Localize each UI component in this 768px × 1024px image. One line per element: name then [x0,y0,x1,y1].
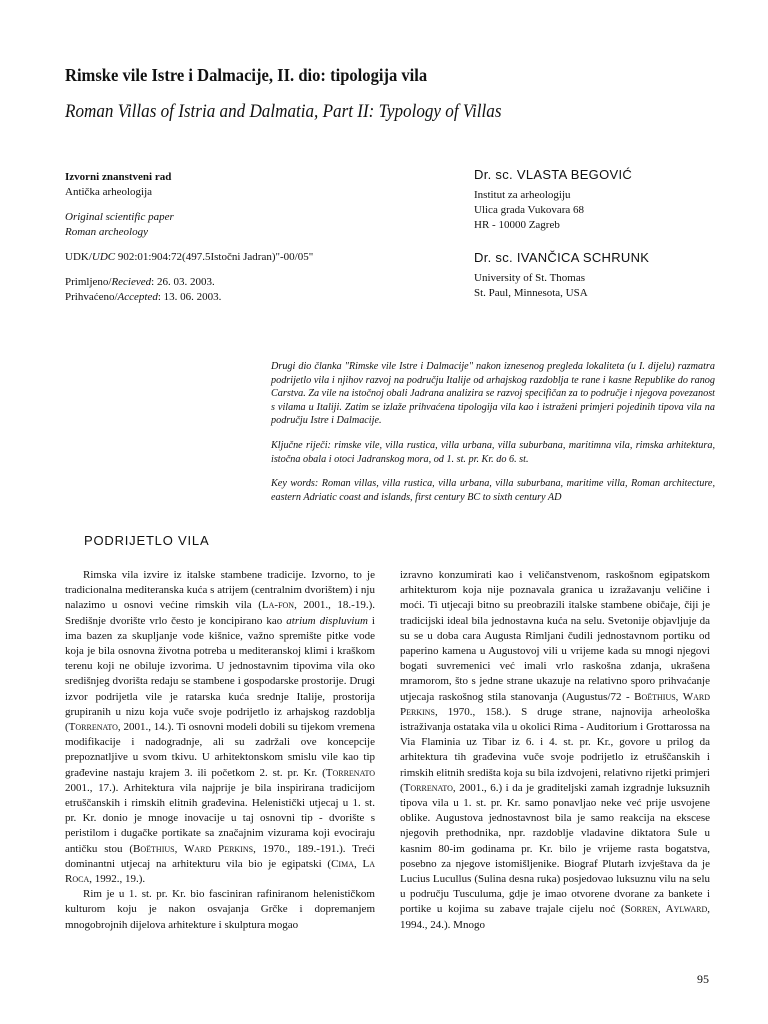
text-run: , 1992., 19.). [89,873,146,886]
udk-value: 902:01:904:72(497.5Istočni Jadran)"-00/05" [115,251,314,263]
keywords-croatian: Ključne riječi: rimske vile, villa rustica, villa urbana, villa suburbana, maritimna vila, rimska arhitektura, istočna obala i otoci Jadranskog mora, od 1. st. pr. Kr. do 6. st. [271,439,715,465]
author-block-2 [474,250,649,301]
author-block-1 [474,167,632,233]
udc-label: UDC [91,251,116,263]
author-address [474,271,649,301]
section-heading: PODRIJETLO VILA [84,533,210,548]
address-line: Ulica grada Vukovara 68 [474,204,585,216]
paper-title-english: Roman Villas of Istria and Dalmatia, Part II: Typology of Villas [65,101,502,122]
address-line: University of St. Thomas [474,272,586,284]
author-name: Dr. sc. IVANČICA SCHRUNK [474,250,650,265]
address-line: HR - 10000 Zagreb [474,219,560,231]
body-column-right [400,568,710,933]
latin-term: atrium displuvium [286,614,368,627]
paragraph: Rim je u 1. st. pr. Kr. bio fasciniran rafiniranom helenističkom kulturom koju je nakon osvajanja Grčke i dopremanjem mnogobrojnih dijelova arhitekture i skulptura mogao [65,888,375,931]
abstract [271,360,715,515]
accepted-line [65,290,313,305]
received-line [65,275,313,290]
received-date: : 26. 03. 2003. [151,276,215,288]
text-run: i ima bazen za skupljanje vode kišnice, važno spremište pitke vode koja je bila osnovna životna potreba u mediteranskoj klimi i kraškom terenu koji ne obiluje izvorima. U jednostavnim tipovima vila oko središnjeg dvorišta redaju se stambene i gospodarske prostorije. Drugi izvor podrijetla vile je ratarska kuća srednje Italije, prostorija grupiranih u nizu koja vuče svoje podrijetlo iz arhajskog razdoblja ( [65,614,375,734]
citation-author: Torrenato [325,766,375,779]
citation-author: Cima, La Roca [65,857,376,886]
paragraph [400,568,710,933]
text-run: Rimska vila izvire iz italske stambene tradicije. Izvorno, to je tradicionalna mediteranska kuća s atrijem (centralnim dvorištem) i nju nalazimo u osnovi većine rimskih vila ( [65,569,375,612]
author-address [474,188,632,233]
address-line: Institut za arheologiju [474,189,571,201]
text-run: , 2001., 14.). Ti osnovni modeli dobili su tijekom vremena modifikacije i nadogradnje, ali su zadržali ove koncepcije prepoznatljive u svom tkivu. U arhitektonskom smislu vile kao tip građevine nastaju krajem 3. ili početkom 2. st. pr. Kr. ( [65,721,375,779]
accepted-date: : 13. 06. 2003. [157,291,222,303]
text-run: , 1970., 158.). S druge strane, najnovija arheološka istraživanja ostataka vila u okolici Rima - Auditorium i Grottarossa na Via Flaminia uz Tibar iz 6. i 4. st. pr. Kr., govore u prilog da arhitektura tih građevina vuče svoje podrijetlo iz etruščanskih i rimskih elitnih središta koja su bila izdvojeni, relativno rijetki primjeri ( [400,705,710,794]
address-line: St. Paul, Minnesota, USA [474,287,588,299]
page-number: 95 [697,972,709,986]
text-run: , 2001., 6.) i da je graditeljski zamah izgradnje luksuznih tipova vila u 1. st. pr. Kr. samo ponavljao neke već prije usvojene oblike. Augustova jednostavnost bila je samo reakcija na ekscese njegovih prethodnika, npr. razdoblje vladavine diktatora Sule u kasnim 80-im godinama pr. Kr. bilo je vrijeme rasta bogatstva, posebno za njegove istomišljenike. Biograf Plutarh izvještava da je Lucius Lucullus (Sulina desna ruka) posjedovao luksuznu vilu na selu u području Tusculuma, gdje je imao otvorene dvorane za bankete i portike u kojima su zabave trajale cijelu noć ( [400,781,710,916]
text-run: , 1970., 189.-191.). Treći dominantni utjecaj na arhitekturu vila bio je egipatski ( [65,842,375,870]
udk-label: UDK/ [65,251,92,263]
citation-author: Sorren, Aylward [624,903,708,916]
paper-field-hr: Antička arheologija [65,186,153,198]
keywords-english: Key words: Roman villas, villa rustica, villa urbana, villa suburbana, maritime villa, Roman architecture, eastern Adriatic coast and islands, first century BC to sixth century AD [271,478,715,503]
abstract-summary: Drugi dio članka "Rimske vile Istre i Dalmacije" nakon iznesenog pregleda lokaliteta (u I. dijelu) razmatra podrijetlo vila i njihov razvoj na području Italije od arhajskog razdoblja te rane i kasne Republike do ranog Carstva. Za vile na istočnoj obali Jadrana analizira se razvoj specifičan za to područje i njegova povezanost s vilama u Italiji. Zatim se izlaže prihvaćena tipologija vila kao i istraženi primjeri pojedinih tipova vila na području Istre i Dalmacije. [271,361,715,427]
text-run: , 1994., 24.). Mnogo [400,903,710,931]
paper-type-hr: Izvorni znanstveni rad [65,171,172,183]
text-run: izravno konzumirati kao i veličanstvenom, raskošnom egipatskom arhitekturom koja nije poznavala granica u izražavanju veličine i moći. Ti utjecaji bitno su preobrazili italske stambene običaje, čiji je tradicijski ideal bila jednostavna kuća na selu. Svetonije objavljuje da su se u doba cara Augusta Rimljani čudili jednostavnom portiku od paperino kamena u Augustovoj vili u vrijeme kada su mnogi njegovi bogati suvremenici već imali vrlo raskošna zdanja, ukrašena mramorom, što s jedne strane ukazuje na relativno sporo prihvaćanje utjecaja raskošnog stila stanovanja (Augustus/72 - [400,569,710,703]
paper-field-en: Roman archeology [65,226,148,238]
accepted-label: Prihvaćeno/ [65,291,118,303]
citation-author: Torrenato [68,721,118,734]
received-label: Primljeno/ [65,276,112,288]
paper-metadata [65,170,313,305]
citation-author: Boëthius, Ward Perkins [400,690,710,718]
accepted-label-en: Accepted [117,291,158,303]
citation-author: Boëthius, Ward Perkins [133,842,254,855]
text-run: , 2001., 18.-19.). Središnje dvorište vrlo često je koncipirano kao [65,599,375,627]
received-label-en: Recieved [111,276,152,288]
citation-author: La-fon [261,599,295,612]
author-name: Dr. sc. VLASTA BEGOVIĆ [474,167,633,182]
udk-line [65,250,313,265]
paper-type-en: Original scientific paper [65,211,174,223]
paper-title-croatian: Rimske vile Istre i Dalmacije, II. dio: tipologija vila [65,65,428,85]
text-run: 2001., 17.). Arhitektura vila najprije je bila inspirirana tradicijom etruščanskih i rimskih elitnih građevina. Helenistički utjecaj u 1. st. pr. Kr. donio je mnoge inovacije u taj osnovni tip - dvorište s peristilom i dugačke portikate sa značajnim vizurama koji evociraju antičku stou ( [65,781,375,855]
paragraph [65,568,375,887]
citation-author: Torrenato [403,781,453,794]
body-column-left [65,568,375,933]
